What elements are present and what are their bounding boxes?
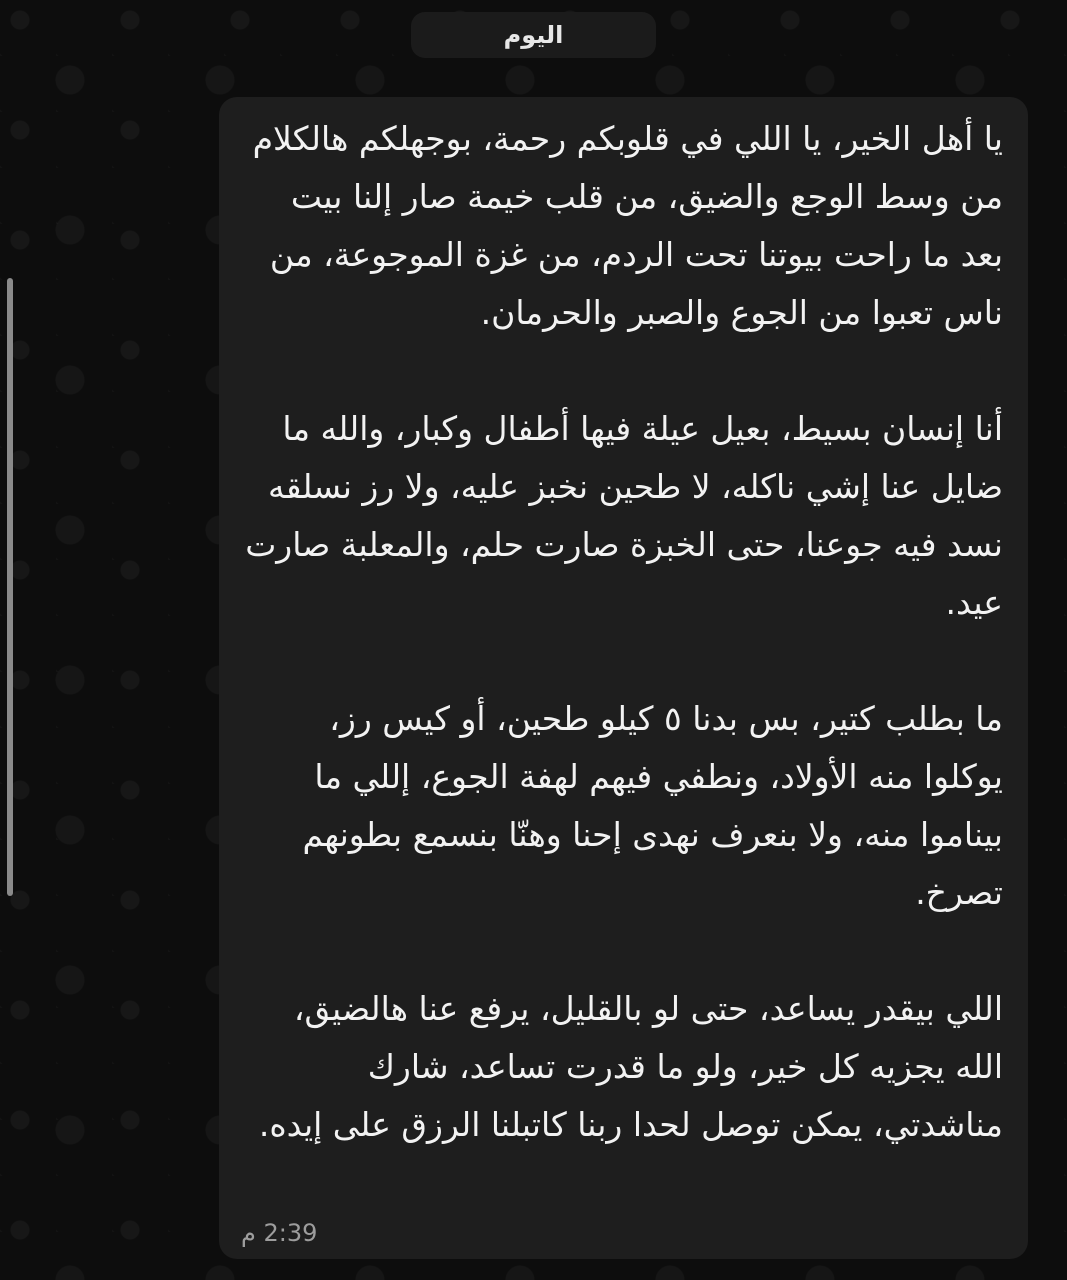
date-separator <box>411 12 656 58</box>
scrollbar[interactable] <box>7 278 13 896</box>
message-text: يا أهل الخير، يا اللي في قلوبكم رحمة، بوجهلكم هالكلام من وسط الوجع والضيق، من قلب خيمة صار إلنا بيت بعد ما راحت بيوتنا تحت الردم، من غزة الموجوعة، من ناس تعبوا من الجوع والصبر والحرمان. أنا إنسان بسيط، بعيل عيلة فيها أطفال وكبار، والله ما ضايل عنا إشي ناكله، لا طحين نخبز عليه، ولا رز نسلقه نسد فيه جوعنا، حتى الخبزة صارت حلم، والمعلبة صارت عيد. ما بطلب كتير، بس بدنا ٥ كيلو طحين، أو كيس رز، يوكلوا منه الأولاد، ونطفي فيهم لهفة الجوع، إللي ما بيناموا منه، ولا بنعرف نهدى إحنا وهنّا بنسمع بطونهم تصرخ. اللي بيقدر يساعد، حتى لو بالقليل، يرفع عنا هالضيق، الله يجزيه كل خير، ولو ما قدرت تساعد، شارك مناشدتي، يمكن توصل لحدا ربنا كاتبلنا الرزق على إيده. <box>245 119 1003 1144</box>
message-bubble[interactable] <box>219 97 1028 1259</box>
date-label: اليوم <box>503 21 564 49</box>
message-timestamp: 2:39 م <box>241 1219 318 1247</box>
